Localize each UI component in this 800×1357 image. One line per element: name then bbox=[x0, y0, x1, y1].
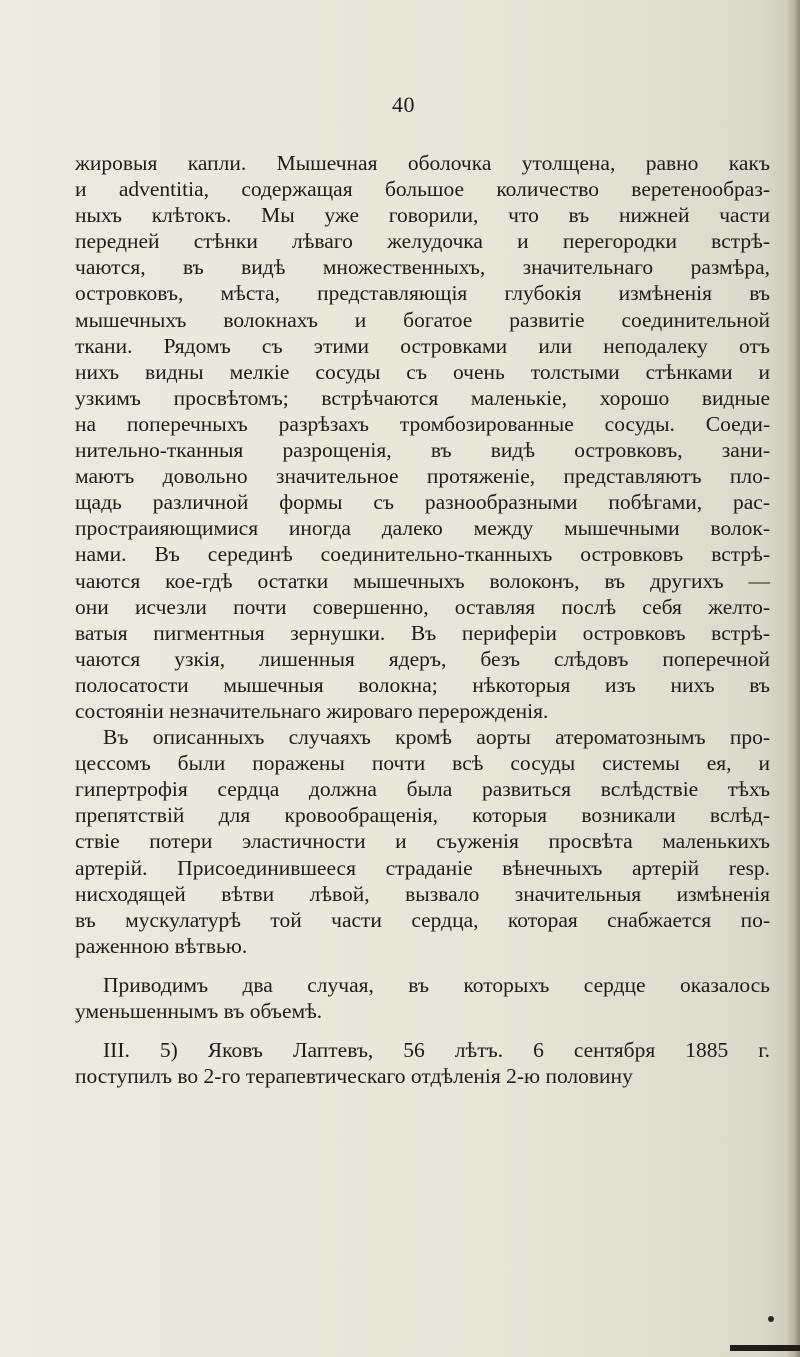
body-text bbox=[75, 150, 770, 1089]
text-line: мышечныхъ волокнахъ и богатое развитіе соединительной bbox=[75, 307, 770, 332]
text-line: артерій. Присоединившееся страданіе вѣнечныхъ артерій resp. bbox=[75, 855, 770, 880]
text-line: III. 5) Яковъ Лаптевъ, 56 лѣтъ. 6 сентября 1885 г. bbox=[103, 1038, 770, 1063]
text-line: цессомъ были поражены почти всѣ сосуды системы ея, и bbox=[75, 751, 770, 776]
text-line: чаются узкія, лишенныя ядеръ, безъ слѣдовъ поперечной bbox=[75, 646, 770, 671]
text-line: ватыя пигментныя зернушки. Въ периферіи островковъ встрѣ- bbox=[75, 620, 770, 645]
text-line: гипертрофія сердца должна была развиться вслѣдствіе тѣхъ bbox=[75, 777, 770, 802]
text-line: полосатости мышечныя волокна; нѣкоторыя изъ нихъ въ bbox=[75, 672, 770, 697]
text-line: ныхъ клѣтокъ. Мы уже говорили, что въ нижней части bbox=[75, 203, 770, 228]
page-edge-shadow bbox=[786, 0, 800, 1357]
text-line: узкимъ просвѣтомъ; встрѣчаются маленькіе, хорошо видные bbox=[75, 385, 770, 410]
text-line: простраияющимися иногда далеко между мышечными волок- bbox=[75, 516, 770, 541]
ink-speck bbox=[768, 1316, 774, 1322]
text-line: нами. Въ серединѣ соединительно-тканныхъ островковъ встрѣ- bbox=[75, 542, 770, 567]
paragraph bbox=[75, 150, 770, 724]
text-line: уменьшеннымъ въ объемѣ. bbox=[75, 999, 323, 1023]
text-line: ствіе потери эластичности и съуженія просвѣта маленькихъ bbox=[75, 829, 770, 854]
text-line: нисходящей вѣтви лѣвой, вызвало значительныя измѣненія bbox=[75, 881, 770, 906]
text-line: чаются кое-гдѣ остатки мышечныхъ волоконъ, въ другихъ — bbox=[75, 568, 770, 593]
paragraph-gap bbox=[75, 1024, 770, 1037]
paragraph bbox=[75, 972, 770, 1024]
text-line: островковъ, мѣста, представляющія глубокія измѣненія въ bbox=[75, 281, 770, 306]
paragraph-gap bbox=[75, 959, 770, 972]
text-line: передней стѣнки лѣваго желудочка и перегородки встрѣ- bbox=[75, 229, 770, 254]
text-line: нительно-тканныя разрощенія, въ видѣ островковъ, зани- bbox=[75, 438, 770, 463]
text-line: раженною вѣтвью. bbox=[75, 933, 248, 958]
text-line: жировыя капли. Мышечная оболочка утолщена, равно какъ bbox=[75, 151, 770, 175]
page-number: 40 bbox=[392, 92, 415, 117]
text-line: нихъ видны мелкіе сосуды съ очень толстыми стѣнками и bbox=[75, 359, 770, 384]
text-line: маютъ довольно значительное протяженіе, представляютъ пло- bbox=[75, 464, 770, 489]
text-line: они исчезли почти совершенно, оставляя послѣ себя желто- bbox=[75, 594, 770, 619]
text-line: ткани. Рядомъ съ этими островками или неподалеку отъ bbox=[75, 333, 770, 358]
text-line: Въ описанныхъ случаяхъ кромѣ аорты атероматознымъ про- bbox=[103, 725, 770, 750]
text-line: въ мускулатурѣ той части сердца, которая снабжается по- bbox=[75, 907, 770, 932]
text-line: состояніи незначительнаго жироваго перерожденія. bbox=[75, 698, 549, 723]
paragraph bbox=[75, 1037, 770, 1089]
text-line: и adventitia, содержащая большое количество веретенообраз- bbox=[75, 177, 770, 202]
text-line: на поперечныхъ разрѣзахъ тромбозированные сосуды. Соеди- bbox=[75, 411, 770, 436]
text-line: щадь различной формы съ разнообразными побѣгами, рас- bbox=[75, 490, 770, 515]
text-line: препятствій для кровообращенія, которыя возникали вслѣд- bbox=[75, 803, 770, 828]
text-line: чаются, въ видѣ множественныхъ, значительнаго размѣра, bbox=[75, 255, 770, 280]
scan-edge-mark bbox=[730, 1345, 800, 1351]
text-line: поступилъ во 2-го терапевтическаго отдѣленія 2-ю половину bbox=[75, 1064, 633, 1089]
text-line: Приводимъ два случая, въ которыхъ сердце оказалось bbox=[103, 972, 770, 997]
paragraph bbox=[75, 724, 770, 959]
